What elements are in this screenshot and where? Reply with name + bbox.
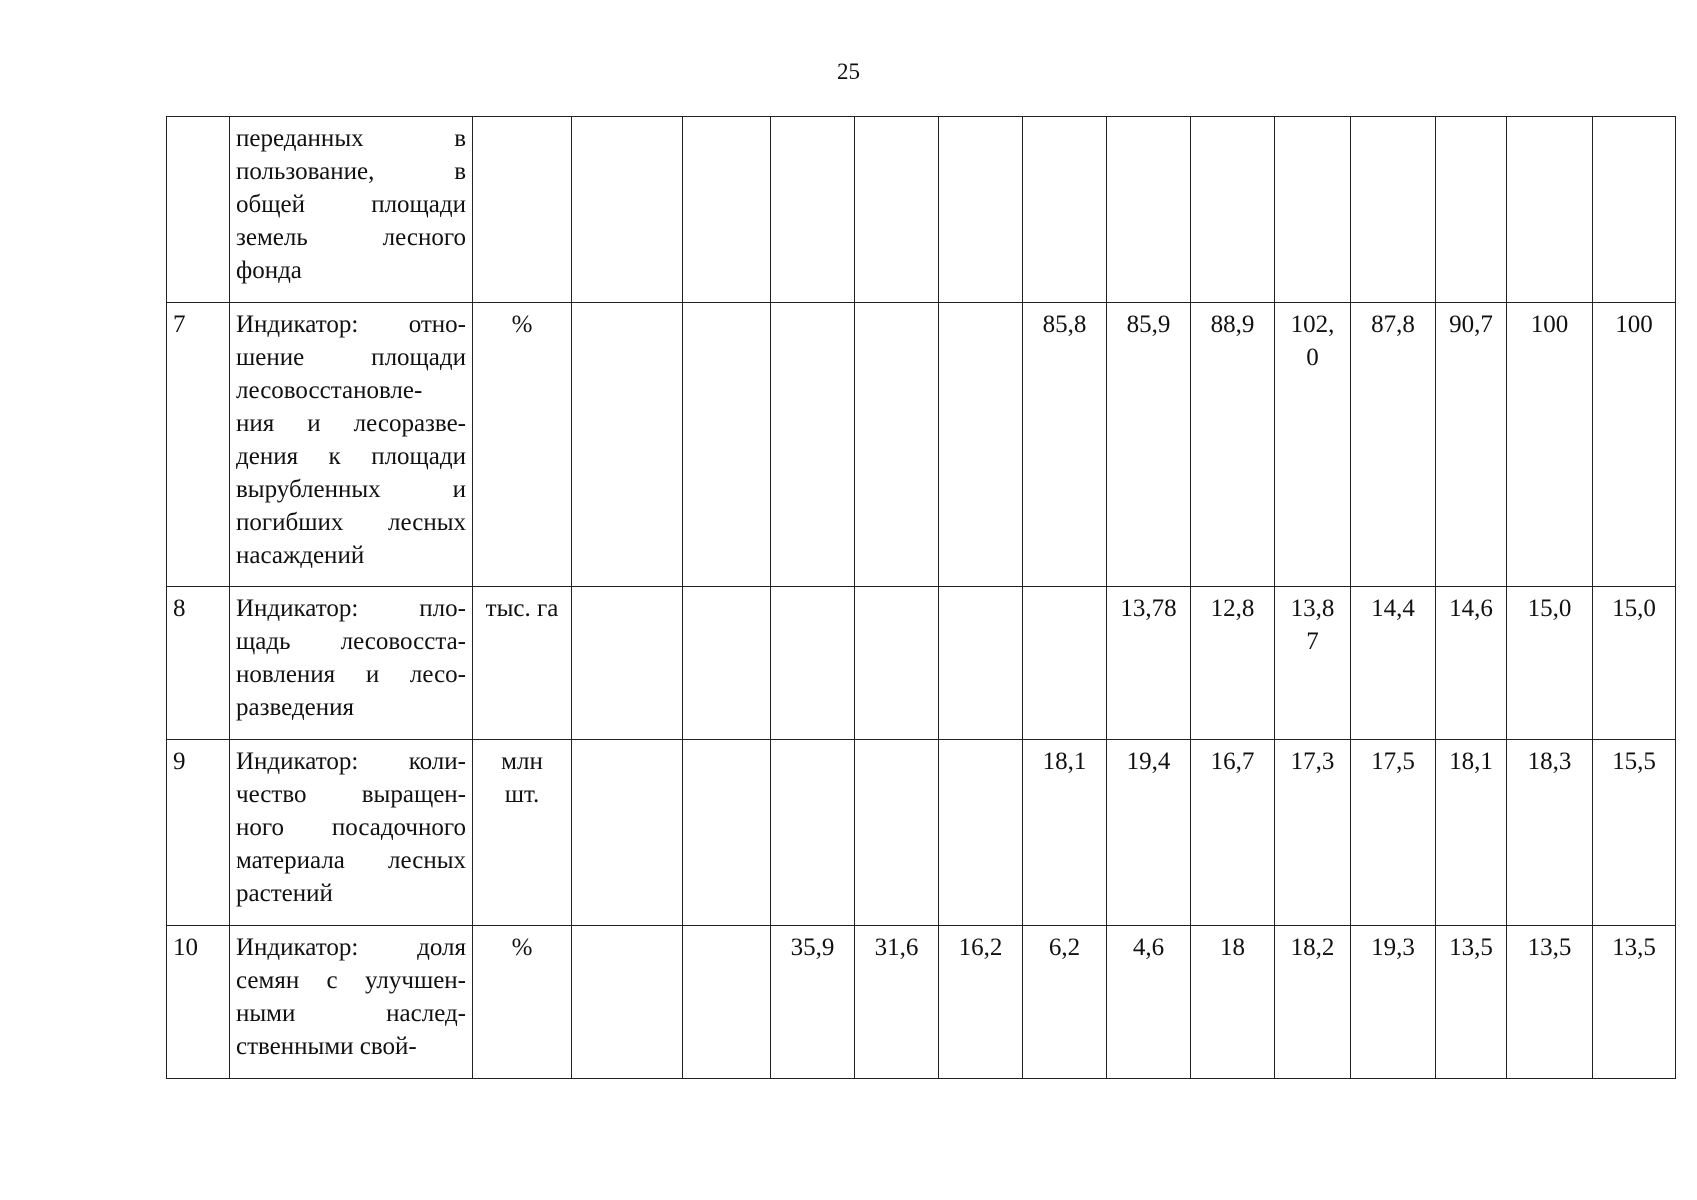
- description-line: чество выращен-: [236, 781, 466, 808]
- value-cell: [683, 303, 771, 587]
- table-row: [167, 587, 1676, 740]
- unit-cell: [473, 117, 572, 303]
- value-cell: [572, 587, 683, 740]
- value-cell: [855, 303, 939, 587]
- value-cell: 100: [1593, 303, 1676, 587]
- description-line: Индикатор: пло-: [236, 595, 466, 622]
- value-cell: [572, 117, 683, 303]
- description-line: вырубленных и: [236, 476, 466, 503]
- value-cell: [939, 587, 1023, 740]
- page-number: 25: [837, 59, 860, 84]
- table-body: [167, 117, 1676, 1079]
- value-cell: 4,6: [1107, 926, 1191, 1079]
- unit-cell: тыс. га: [473, 587, 572, 740]
- value-cell: [683, 587, 771, 740]
- value-cell: 85,8: [1023, 303, 1107, 587]
- value-cell: [683, 117, 771, 303]
- row-number-cell: 7: [167, 303, 230, 587]
- table-row: [167, 926, 1676, 1079]
- unit-cell: млн шт.: [473, 740, 572, 926]
- value-cell: 15,0: [1507, 587, 1593, 740]
- value-cell: 15,5: [1593, 740, 1676, 926]
- description-line: дения к площади: [236, 443, 466, 470]
- value-cell: 18: [1191, 926, 1275, 1079]
- value-cell: 18,2: [1275, 926, 1351, 1079]
- description-line: растений: [236, 880, 333, 907]
- description-line: земель лесного: [236, 224, 466, 251]
- description-line: погибших лесных: [236, 509, 466, 536]
- value-cell: 90,7: [1436, 303, 1507, 587]
- value-cell: 17,3: [1275, 740, 1351, 926]
- description-line: ными наслед-: [236, 1000, 466, 1027]
- value-cell: [855, 740, 939, 926]
- indicators-table: [166, 116, 1676, 1079]
- value-cell: 18,1: [1023, 740, 1107, 926]
- description-line: разведения: [236, 694, 354, 721]
- value-cell: [1351, 117, 1436, 303]
- value-cell: 35,9: [771, 926, 855, 1079]
- description-line: ного посадочного: [236, 814, 466, 841]
- row-number-cell: 9: [167, 740, 230, 926]
- unit-cell: %: [473, 926, 572, 1079]
- value-cell: [939, 303, 1023, 587]
- description-line: материала лесных: [236, 847, 466, 874]
- description-line: шение площади: [236, 344, 466, 371]
- description-line: ственными свой-: [236, 1033, 417, 1060]
- value-cell: [683, 740, 771, 926]
- indicator-description-cell: [230, 587, 473, 740]
- value-cell: 15,0: [1593, 587, 1676, 740]
- value-cell: 19,4: [1107, 740, 1191, 926]
- value-cell: [1023, 587, 1107, 740]
- row-number-cell: [167, 117, 230, 303]
- value-cell: 87,8: [1351, 303, 1436, 587]
- value-cell: 17,5: [1351, 740, 1436, 926]
- value-cell: [1507, 117, 1593, 303]
- description-line: лесовосстановле-: [236, 377, 423, 404]
- unit-cell: %: [473, 303, 572, 587]
- description-line: пользование, в: [236, 158, 466, 185]
- description-line: насаждений: [236, 542, 365, 569]
- description-line: щадь лесовосста-: [236, 628, 466, 655]
- value-cell: [1275, 117, 1351, 303]
- description-line: Индикатор: отно-: [236, 311, 466, 338]
- value-cell: [939, 740, 1023, 926]
- value-cell: [1107, 117, 1191, 303]
- value-cell: 100: [1507, 303, 1593, 587]
- description-line: общей площади: [236, 191, 466, 218]
- value-cell: [1593, 117, 1676, 303]
- value-cell: 6,2: [1023, 926, 1107, 1079]
- description-line: новления и лесо-: [236, 661, 466, 688]
- value-cell: [771, 303, 855, 587]
- value-cell: 12,8: [1191, 587, 1275, 740]
- description-line: фонда: [236, 257, 302, 284]
- value-cell: 13,5: [1507, 926, 1593, 1079]
- value-cell: [771, 740, 855, 926]
- value-cell: 102, 0: [1275, 303, 1351, 587]
- value-cell: [572, 926, 683, 1079]
- value-cell: [683, 926, 771, 1079]
- row-number-cell: 8: [167, 587, 230, 740]
- value-cell: 13,78: [1107, 587, 1191, 740]
- value-cell: 85,9: [1107, 303, 1191, 587]
- table-row: [167, 303, 1676, 587]
- value-cell: 13,8 7: [1275, 587, 1351, 740]
- description-line: Индикатор: доля: [236, 934, 466, 961]
- value-cell: [771, 117, 855, 303]
- row-number-cell: 10: [167, 926, 230, 1079]
- value-cell: 13,5: [1593, 926, 1676, 1079]
- value-cell: [855, 117, 939, 303]
- description-line: семян с улучшен-: [236, 967, 466, 994]
- indicator-description-cell: [230, 926, 473, 1079]
- value-cell: 31,6: [855, 926, 939, 1079]
- value-cell: [1436, 117, 1507, 303]
- value-cell: 18,1: [1436, 740, 1507, 926]
- table-row: [167, 117, 1676, 303]
- value-cell: 88,9: [1191, 303, 1275, 587]
- value-cell: 19,3: [1351, 926, 1436, 1079]
- description-line: Индикатор: коли-: [236, 748, 466, 775]
- value-cell: [771, 587, 855, 740]
- value-cell: [939, 117, 1023, 303]
- value-cell: 13,5: [1436, 926, 1507, 1079]
- value-cell: [572, 740, 683, 926]
- value-cell: [1191, 117, 1275, 303]
- value-cell: [572, 303, 683, 587]
- value-cell: 16,7: [1191, 740, 1275, 926]
- table-row: [167, 740, 1676, 926]
- value-cell: 14,4: [1351, 587, 1436, 740]
- indicator-description-cell: [230, 303, 473, 587]
- indicator-description-cell: [230, 740, 473, 926]
- value-cell: [1023, 117, 1107, 303]
- value-cell: 18,3: [1507, 740, 1593, 926]
- value-cell: [855, 587, 939, 740]
- value-cell: 14,6: [1436, 587, 1507, 740]
- description-line: переданных в: [236, 125, 466, 152]
- indicator-description-cell: [230, 117, 473, 303]
- description-line: ния и лесоразве-: [236, 410, 466, 437]
- value-cell: 16,2: [939, 926, 1023, 1079]
